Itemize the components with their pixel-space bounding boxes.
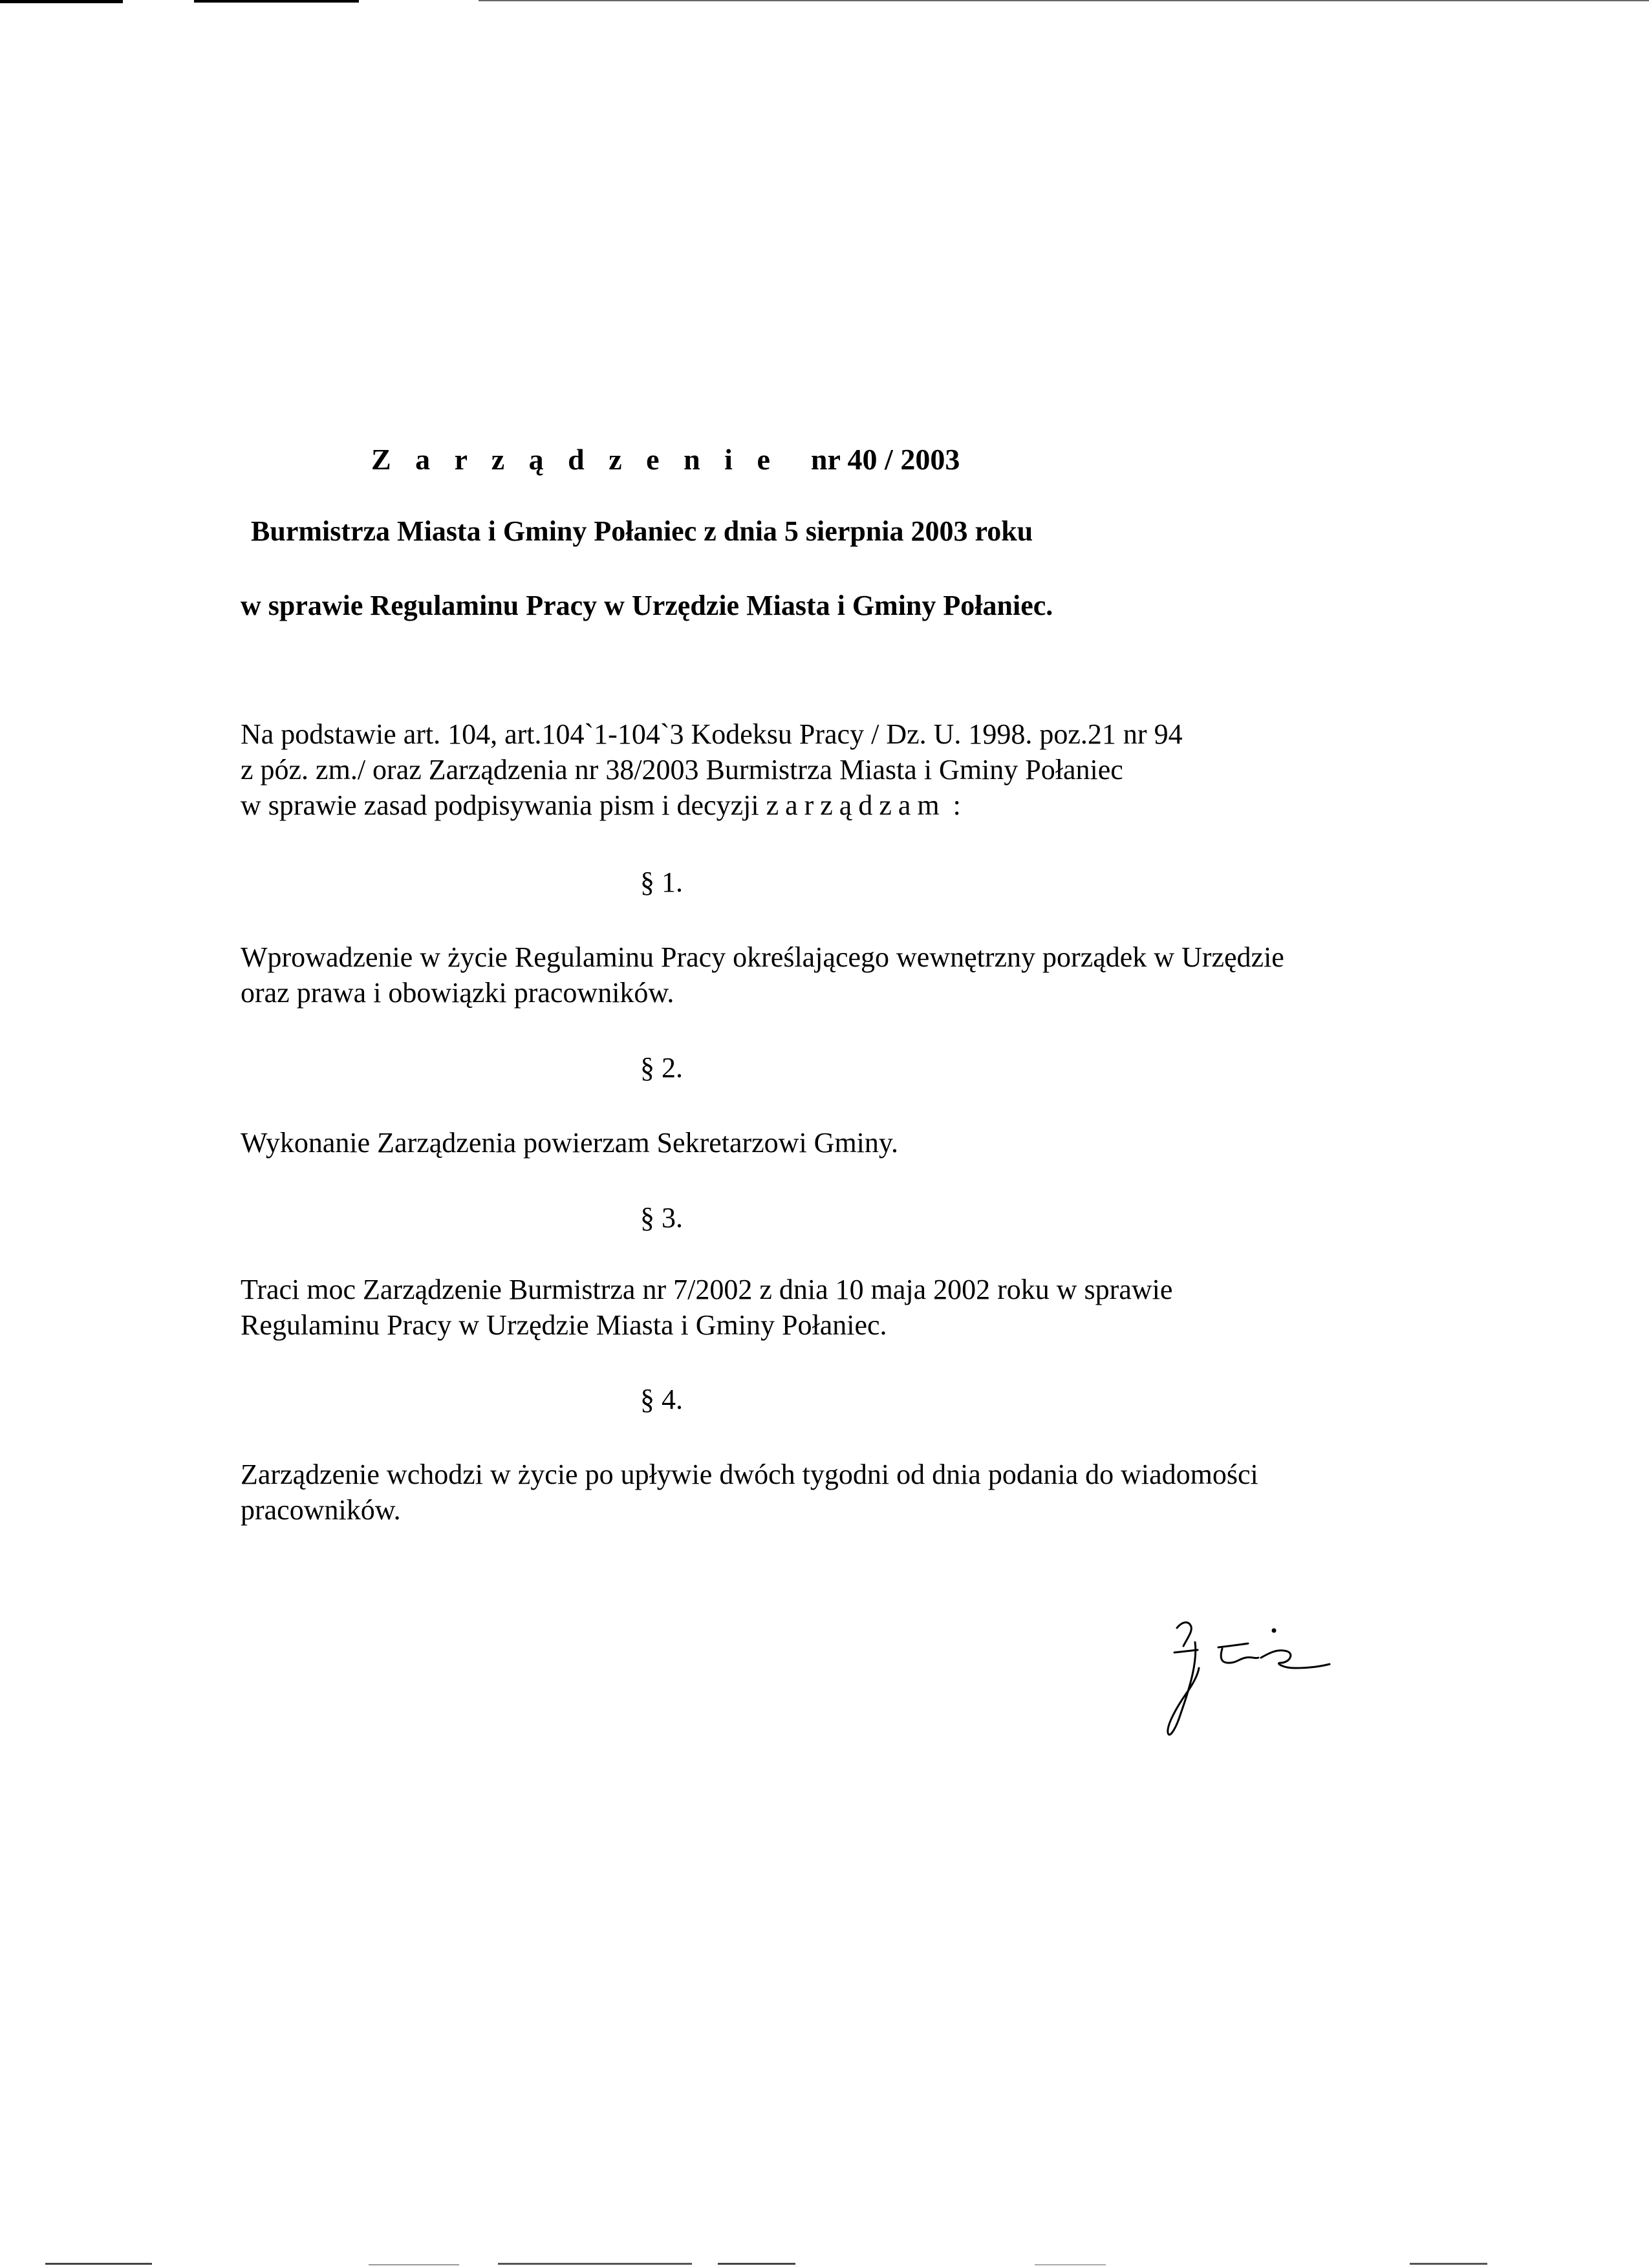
scan-artifact-line xyxy=(479,0,1649,1)
section-3-text xyxy=(241,1272,1172,1343)
title-number: nr 40 / 2003 xyxy=(810,443,960,476)
ordering-phrase: zarządzam xyxy=(766,789,946,821)
section-4-text xyxy=(241,1457,1258,1528)
section-text-line: pracowników. xyxy=(241,1494,401,1526)
scan-artifact-line xyxy=(45,2263,152,2265)
legal-basis-line: w sprawie zasad podpisywania pism i decyzji zarządzam : xyxy=(241,789,961,821)
scan-artifact-line xyxy=(718,2263,795,2265)
section-text-line: Wprowadzenie w życie Regulaminu Pracy określającego wewnętrzny porządek w Urzędzie xyxy=(241,941,1284,973)
scan-artifact-line xyxy=(369,2264,459,2265)
signature-icon xyxy=(1125,1603,1384,1759)
scan-artifact-line xyxy=(1035,2264,1106,2265)
section-text-line: Wykonanie Zarządzenia powierzam Sekretarzowi Gminy. xyxy=(241,1127,899,1159)
section-text-line: Regulaminu Pracy w Urzędzie Miasta i Gminy Połaniec. xyxy=(241,1309,887,1341)
document-subject: w sprawie Regulaminu Pracy w Urzędzie Miasta i Gminy Połaniec. xyxy=(241,590,1053,621)
section-text-line: Zarządzenie wchodzi w życie po upływie dwóch tygodni od dnia podania do wiadomości xyxy=(241,1459,1258,1490)
scan-artifact-line xyxy=(194,0,359,3)
scan-artifact-line xyxy=(498,2263,692,2265)
section-2-sign: § 2. xyxy=(640,1052,683,1084)
legal-basis-line: Na podstawie art. 104, art.104`1-104`3 Kodeksu Pracy / Dz. U. 1998. poz.21 nr 94 xyxy=(241,718,1183,750)
section-4-sign: § 4. xyxy=(640,1384,683,1415)
issuer-and-date: Burmistrza Miasta i Gminy Połaniec z dnia 5 sierpnia 2003 roku xyxy=(251,515,1033,547)
scan-artifact-line xyxy=(0,0,123,3)
scan-artifact-line xyxy=(1410,2263,1487,2265)
document-title xyxy=(371,445,960,475)
title-word: Z a r z ą d z e n i e xyxy=(371,443,779,476)
legal-basis xyxy=(241,716,1183,823)
section-1-text xyxy=(241,939,1284,1011)
section-3-sign: § 3. xyxy=(640,1202,683,1234)
legal-basis-line: z póz. zm./ oraz Zarządzenia nr 38/2003 Burmistrza Miasta i Gminy Połaniec xyxy=(241,754,1123,786)
section-text-line: Traci moc Zarządzenie Burmistrza nr 7/2002 z dnia 10 maja 2002 roku w sprawie xyxy=(241,1274,1173,1305)
section-1-sign: § 1. xyxy=(640,866,683,898)
section-2-text xyxy=(241,1125,898,1161)
section-text-line: oraz prawa i obowiązki pracowników. xyxy=(241,977,674,1009)
